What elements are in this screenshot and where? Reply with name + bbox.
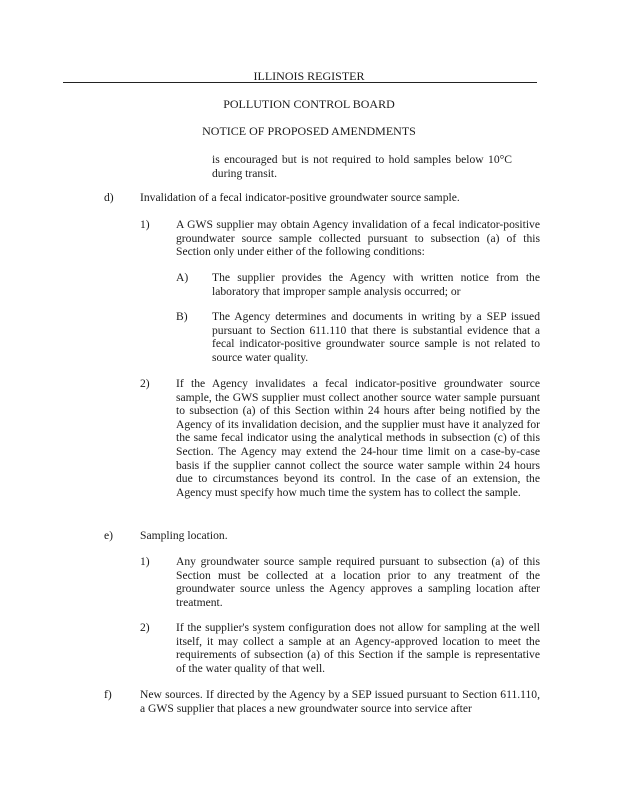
- carryover-text: is encouraged but is not required to hold samples below 10°C during transit.: [212, 153, 512, 180]
- section-e-marker: e): [104, 529, 114, 542]
- section-e-heading: Sampling location.: [140, 529, 228, 542]
- section-d-subB-marker: B): [176, 310, 188, 323]
- notice-title: NOTICE OF PROPOSED AMENDMENTS: [202, 124, 416, 138]
- section-d-item1-marker: 1): [140, 218, 150, 231]
- section-d-item2-text: If the Agency invalidates a fecal indicator-positive groundwater source sample, the GWS supplier must collect another source water sample pursuant to subsection (a) of this Section within 24 hours after being notified by the Agency of its invalidation decision, and the supplier must have it analyzed for the same fecal indicator using the analytical methods in subsection (c) of this Section. The Agency may extend the 24-hour time limit on a case-by-case basis if the supplier cannot collect the source water sample within 24 hours due to circumstances beyond its control. In the case of an extension, the Agency must specify how much time the system has to collect the sample.: [176, 377, 540, 499]
- section-d-item2-marker: 2): [140, 377, 150, 390]
- section-e-item1-text: Any groundwater source sample required pursuant to subsection (a) of this Section must be collected at a location prior to any treatment of the groundwater source unless the Agency approves a sampling location after treatment.: [176, 555, 540, 609]
- section-d-marker: d): [104, 191, 114, 204]
- section-f-marker: f): [104, 688, 112, 701]
- section-d-subA-text: The supplier provides the Agency with written notice from the laboratory that improper sample analysis occurred; or: [212, 271, 540, 298]
- section-d-subA-marker: A): [176, 271, 189, 284]
- section-e-item1-marker: 1): [140, 555, 150, 568]
- section-d-heading: Invalidation of a fecal indicator-positive groundwater source sample.: [140, 191, 460, 204]
- board-title: POLLUTION CONTROL BOARD: [223, 97, 395, 111]
- section-d-item1-text: A GWS supplier may obtain Agency invalidation of a fecal indicator-positive groundwater source sample collected pursuant to subsection (a) of this Section only under either of the following conditions:: [176, 218, 540, 259]
- section-d-subB-text: The Agency determines and documents in writing by a SEP issued pursuant to Section 611.110 that there is substantial evidence that a fecal indicator-positive groundwater source sample is not related to source water quality.: [212, 310, 540, 364]
- section-e-item2-text: If the supplier's system configuration does not allow for sampling at the well itself, it may collect a sample at an Agency-approved location to meet the requirements of subsection (a) of this Section if the sample is representative of the water quality of that well.: [176, 621, 540, 675]
- section-f-text: New sources. If directed by the Agency by a SEP issued pursuant to Section 611.110, a GWS supplier that places a new groundwater source into service after: [140, 688, 540, 715]
- register-title: ILLINOIS REGISTER: [253, 69, 365, 83]
- section-e-item2-marker: 2): [140, 621, 150, 634]
